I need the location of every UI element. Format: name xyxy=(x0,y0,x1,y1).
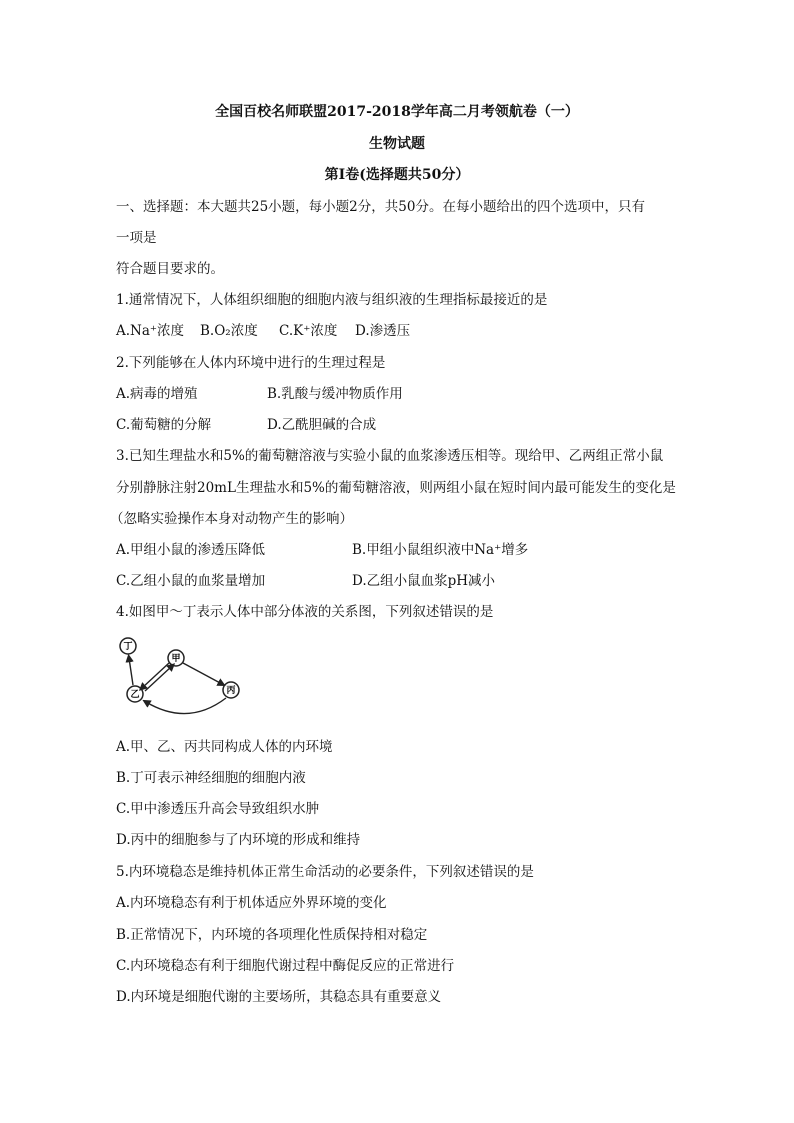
q1-option-b: B.O₂浓度 xyxy=(200,323,258,339)
q4-option-c: C.甲中渗透压升高会导致组织水肿 xyxy=(116,801,320,817)
arrow-jia-to-bing xyxy=(183,663,222,684)
q1-option-d: D.渗透压 xyxy=(355,323,411,339)
arrow-jia-to-yi xyxy=(142,663,169,688)
q5-option-a: A.内环境稳态有利于机体适应外界环境的变化 xyxy=(116,895,387,911)
exam-title: 全国百校名师联盟2017-2018学年高二月考领航卷（一） xyxy=(215,104,579,120)
q2-option-b: B.乳酸与缓冲物质作用 xyxy=(267,386,403,402)
q3-option-a: A.甲组小鼠的渗透压降低 xyxy=(116,542,266,558)
question-3-stem-line-3: （忽略实验操作本身对动物产生的影响） xyxy=(110,511,353,527)
q1-option-a: A.Na⁺浓度 xyxy=(116,323,185,339)
arrow-yi-to-jia xyxy=(145,666,172,691)
question-5-stem: 5.内环境稳态是维持机体正常生命活动的必要条件，下列叙述错误的是 xyxy=(116,864,534,880)
question-4-stem: 4.如图甲～丁表示人体中部分体液的关系图，下列叙述错误的是 xyxy=(116,604,494,620)
question-3-stem-line-1: 3.已知生理盐水和5%的葡萄糖溶液与实验小鼠的血浆渗透压相等。现给甲、乙两组正常小鼠 xyxy=(116,448,664,464)
q4-option-a: A.甲、乙、丙共同构成人体的内环境 xyxy=(116,739,333,755)
question-2-stem: 2.下列能够在人体内环境中进行的生理过程是 xyxy=(116,355,386,371)
q3-option-d: D.乙组小鼠血浆pH减小 xyxy=(352,573,496,589)
q2-option-d: D.乙酰胆碱的合成 xyxy=(267,417,377,433)
q4-option-d: D.丙中的细胞参与了内环境的形成和维持 xyxy=(116,832,361,848)
section-title: 第Ⅰ卷(选择题共50分） xyxy=(324,167,470,183)
label-yi: 乙 xyxy=(130,690,140,700)
q2-option-c: C.葡萄糖的分解 xyxy=(116,417,212,433)
arrow-yi-to-ding xyxy=(129,658,133,685)
label-bing: 丙 xyxy=(226,686,236,696)
q5-option-b: B.正常情况下，内环境的各项理化性质保持相对稳定 xyxy=(116,927,428,943)
subject-title: 生物试题 xyxy=(369,136,425,152)
q5-option-c: C.内环境稳态有利于细胞代谢过程中酶促反应的正常进行 xyxy=(116,958,455,974)
question-1-stem: 1.通常情况下，人体组织细胞的细胞内液与组织液的生理指标最接近的是 xyxy=(116,292,548,308)
body-fluid-diagram xyxy=(118,632,248,722)
label-ding: 丁 xyxy=(123,642,133,652)
q3-option-b: B.甲组小鼠组织液中Na⁺增多 xyxy=(352,542,529,558)
instructions-line-3: 符合题目要求的。 xyxy=(116,261,224,277)
q5-option-d: D.内环境是细胞代谢的主要场所，其稳态具有重要意义 xyxy=(116,989,442,1005)
q3-option-c: C.乙组小鼠的血浆量增加 xyxy=(116,573,266,589)
q1-option-c: C.K⁺浓度 xyxy=(279,323,338,339)
instructions-line-1: 一、选择题：本大题共25小题，每小题2分，共50分。在每小题给出的四个选项中，只有 xyxy=(116,199,645,215)
instructions-line-2: 一项是 xyxy=(116,230,157,246)
arrow-bing-to-yi xyxy=(146,698,226,714)
q2-option-a: A.病毒的增殖 xyxy=(116,386,198,402)
q4-option-b: B.丁可表示神经细胞的细胞内液 xyxy=(116,770,306,786)
question-3-stem-line-2: 分别静脉注射20mL生理盐水和5%的葡萄糖溶液，则两组小鼠在短时间内最可能发生的变化是 xyxy=(116,480,676,496)
label-jia: 甲 xyxy=(171,654,181,664)
